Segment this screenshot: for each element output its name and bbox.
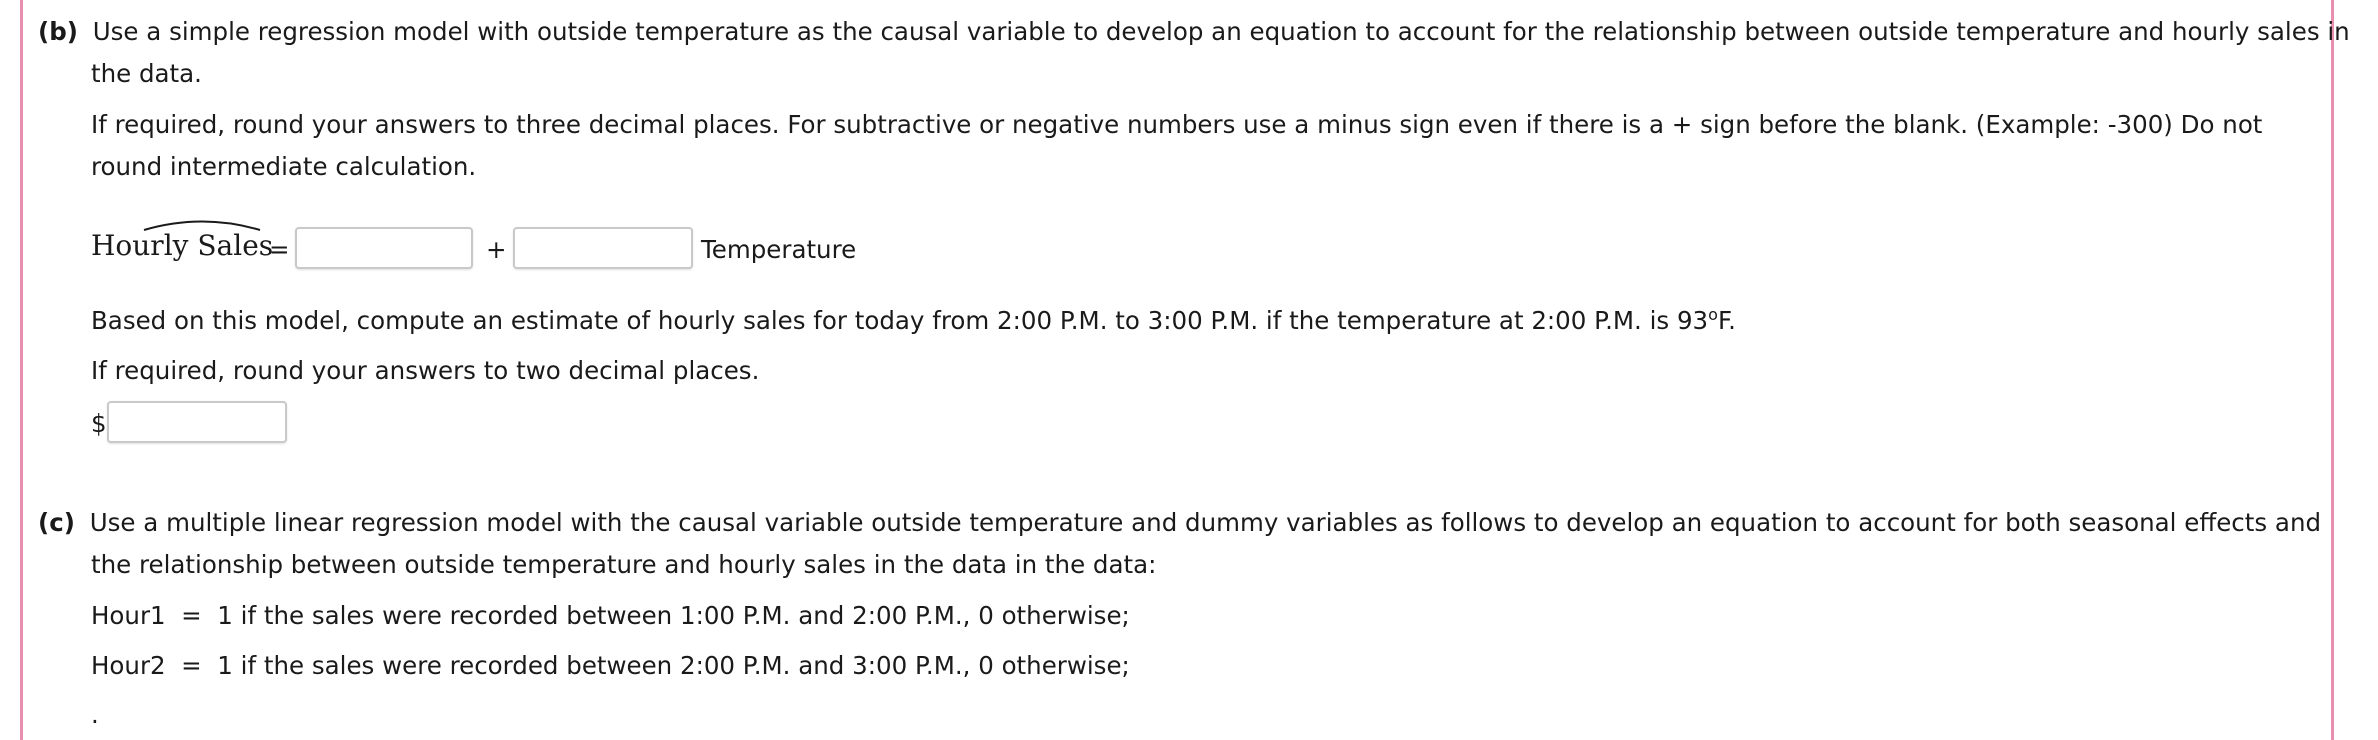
- estimate-question: [91, 306, 1736, 336]
- slope-input[interactable]: [513, 227, 693, 269]
- part-c-label: (c): [38, 508, 75, 537]
- part-b-instruction-1: If required, round your answers to three decimal places. For subtractive or negative numbers use a minus sign even if there is a + sign before the blank. (Example: -300) Do not: [91, 110, 2263, 139]
- part-c-question-line-1: Use a multiple linear regression model with the causal variable outside temperature and dummy variables as follows to develop an equation to account for both seasonal effects and: [89, 508, 2322, 537]
- currency-symbol: $: [91, 409, 107, 438]
- estimate-instruction: If required, round your answers to two decimal places.: [91, 356, 760, 385]
- part-b-line-1: [38, 17, 2350, 47]
- part-c-line-1: [38, 508, 2321, 538]
- hat-accent-icon: [142, 217, 262, 231]
- part-b-question-line-2: the data.: [91, 59, 202, 88]
- equation-equals-sign: =: [269, 235, 290, 264]
- part-c-question-line-2: the relationship between outside temperature and hourly sales in the data in the data:: [91, 550, 1157, 579]
- estimate-input[interactable]: [107, 401, 287, 443]
- part-b-label: (b): [38, 17, 78, 46]
- estimate-question-text: Based on this model, compute an estimate of hourly sales for today from 2:00 P.M. to 3:00 P.M. if the temperature at 2:00 P.M. is 93: [91, 306, 1709, 335]
- trailing-dot: .: [91, 700, 99, 729]
- dummy-hour1-definition: Hour1 = 1 if the sales were recorded between 1:00 P.M. and 2:00 P.M., 0 otherwise;: [91, 601, 1130, 630]
- right-frame-border: [2331, 0, 2334, 740]
- equation-lhs-text: Hourly Sales: [91, 229, 274, 262]
- dummy-hour2-definition: Hour2 = 1 if the sales were recorded between 2:00 P.M. and 3:00 P.M., 0 otherwise;: [91, 651, 1130, 680]
- equation-plus-sign: +: [486, 235, 507, 264]
- left-frame-border: [20, 0, 23, 740]
- part-b-question-line-1: Use a simple regression model with outside temperature as the causal variable to develop an equation to account for the relationship between outside temperature and hourly sales in: [92, 17, 2350, 46]
- estimate-question-unit: F.: [1717, 306, 1736, 335]
- part-b-instruction-2: round intermediate calculation.: [91, 152, 477, 181]
- intercept-input[interactable]: [295, 227, 473, 269]
- equation-lhs: [91, 229, 273, 263]
- degree-symbol: o: [1708, 304, 1718, 324]
- equation-variable-label: Temperature: [701, 235, 857, 264]
